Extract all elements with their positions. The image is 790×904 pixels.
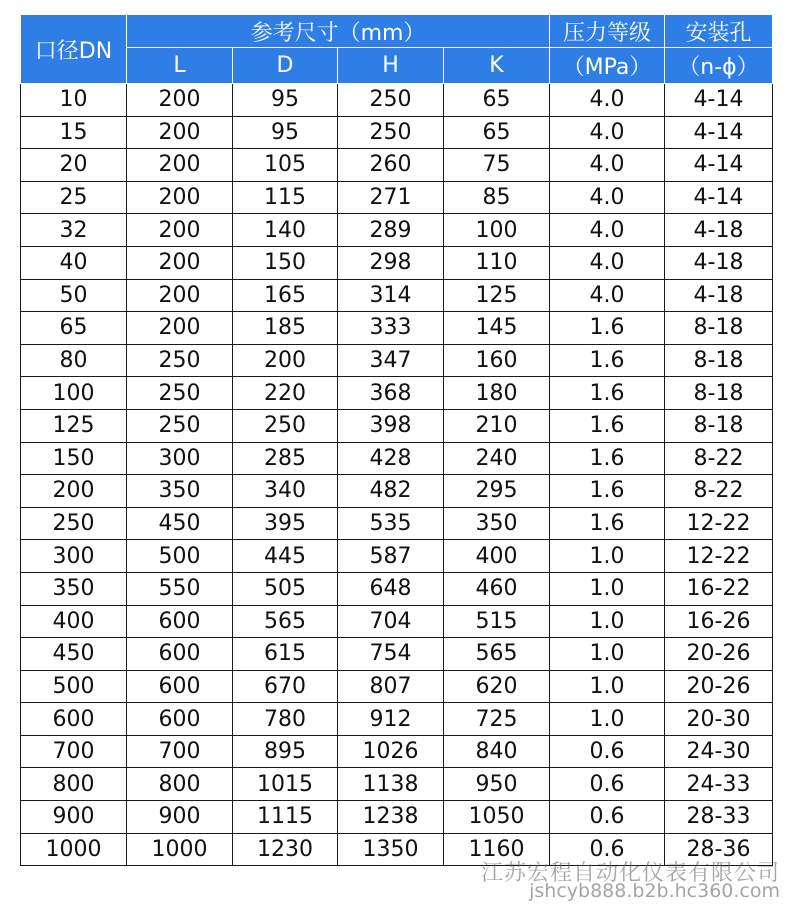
table-cell: 115 <box>233 181 338 214</box>
table-cell: 4-18 <box>665 214 773 247</box>
table-cell: 220 <box>233 377 338 410</box>
table-cell: 600 <box>127 703 233 736</box>
table-cell: 1.6 <box>550 377 665 410</box>
table-cell: 185 <box>233 312 338 345</box>
table-cell: 0.6 <box>550 833 665 866</box>
table-cell: 912 <box>338 703 444 736</box>
table-row <box>21 377 773 410</box>
table-cell: 4.0 <box>550 84 665 117</box>
table-cell: 200 <box>127 312 233 345</box>
table-cell: 250 <box>338 84 444 117</box>
table-cell: 445 <box>233 540 338 573</box>
table-cell: 16-26 <box>665 605 773 638</box>
table-cell: 1050 <box>444 801 550 834</box>
watermark-company: 江苏宏程自动化仪表有限公司 <box>480 861 780 886</box>
table-cell: 0.6 <box>550 735 665 768</box>
table-cell: 28-33 <box>665 801 773 834</box>
table-row <box>21 116 773 149</box>
table-body <box>21 84 773 866</box>
table-cell: 140 <box>233 214 338 247</box>
table-cell: 260 <box>338 149 444 182</box>
table-cell: 4.0 <box>550 181 665 214</box>
table-cell: 314 <box>338 279 444 312</box>
table-cell: 1.6 <box>550 475 665 508</box>
header-pressure: 压力等级 <box>550 15 665 48</box>
table-cell: 900 <box>127 801 233 834</box>
table-cell: 350 <box>444 507 550 540</box>
table-cell: 20-26 <box>665 670 773 703</box>
table-cell: 0.6 <box>550 768 665 801</box>
table-cell: 368 <box>338 377 444 410</box>
table-cell: 1115 <box>233 801 338 834</box>
table-row <box>21 507 773 540</box>
table-cell: 4.0 <box>550 149 665 182</box>
header-h: H <box>338 48 444 84</box>
table-cell: 271 <box>338 181 444 214</box>
table-row <box>21 703 773 736</box>
table-cell: 125 <box>21 409 127 442</box>
table-cell: 4.0 <box>550 246 665 279</box>
table-cell: 250 <box>127 344 233 377</box>
table-cell: 1.6 <box>550 507 665 540</box>
table-cell: 535 <box>338 507 444 540</box>
table-row <box>21 801 773 834</box>
header-pressure-unit: （MPa） <box>550 48 665 84</box>
table-cell: 754 <box>338 638 444 671</box>
table-cell: 95 <box>233 84 338 117</box>
table-row <box>21 214 773 247</box>
table-cell: 4-18 <box>665 246 773 279</box>
table-cell: 210 <box>444 409 550 442</box>
table-cell: 145 <box>444 312 550 345</box>
table-cell: 300 <box>127 442 233 475</box>
table-cell: 780 <box>233 703 338 736</box>
table-cell: 1.0 <box>550 572 665 605</box>
table-cell: 895 <box>233 735 338 768</box>
table-cell: 160 <box>444 344 550 377</box>
table-row <box>21 181 773 214</box>
table-cell: 298 <box>338 246 444 279</box>
table-cell: 250 <box>127 409 233 442</box>
table-cell: 32 <box>21 214 127 247</box>
table-cell: 24-30 <box>665 735 773 768</box>
table-cell: 4-14 <box>665 181 773 214</box>
table-cell: 700 <box>127 735 233 768</box>
table-cell: 1000 <box>21 833 127 866</box>
table-cell: 4.0 <box>550 116 665 149</box>
table-row <box>21 312 773 345</box>
table-cell: 289 <box>338 214 444 247</box>
table-cell: 125 <box>444 279 550 312</box>
table-row <box>21 344 773 377</box>
table-cell: 450 <box>127 507 233 540</box>
table-cell: 500 <box>21 670 127 703</box>
table-cell: 505 <box>233 572 338 605</box>
table-cell: 398 <box>338 409 444 442</box>
table-cell: 200 <box>21 475 127 508</box>
table-cell: 1.0 <box>550 605 665 638</box>
table-cell: 1160 <box>444 833 550 866</box>
table-cell: 1350 <box>338 833 444 866</box>
table-cell: 515 <box>444 605 550 638</box>
table-cell: 648 <box>338 572 444 605</box>
table-cell: 200 <box>127 149 233 182</box>
table-cell: 250 <box>338 116 444 149</box>
table-cell: 80 <box>21 344 127 377</box>
table-row <box>21 638 773 671</box>
table-cell: 10 <box>21 84 127 117</box>
table-cell: 200 <box>127 84 233 117</box>
table-cell: 600 <box>127 638 233 671</box>
table-cell: 1230 <box>233 833 338 866</box>
table-cell: 1000 <box>127 833 233 866</box>
table-row <box>21 475 773 508</box>
table-cell: 65 <box>444 84 550 117</box>
table-cell: 65 <box>444 116 550 149</box>
table-cell: 500 <box>127 540 233 573</box>
table-header <box>21 15 773 84</box>
table-cell: 8-18 <box>665 409 773 442</box>
table-cell: 587 <box>338 540 444 573</box>
table-cell: 8-18 <box>665 312 773 345</box>
table-cell: 20 <box>21 149 127 182</box>
table-cell: 900 <box>21 801 127 834</box>
table-cell: 200 <box>127 246 233 279</box>
table-cell: 620 <box>444 670 550 703</box>
table-cell: 800 <box>21 768 127 801</box>
table-cell: 600 <box>127 605 233 638</box>
header-holes-unit: （n-ϕ） <box>665 48 773 84</box>
table-cell: 395 <box>233 507 338 540</box>
table-cell: 300 <box>21 540 127 573</box>
table-cell: 200 <box>233 344 338 377</box>
table-cell: 8-18 <box>665 377 773 410</box>
table-cell: 65 <box>21 312 127 345</box>
table-cell: 4-18 <box>665 279 773 312</box>
table-cell: 4-14 <box>665 149 773 182</box>
table-cell: 40 <box>21 246 127 279</box>
table-cell: 1238 <box>338 801 444 834</box>
table-cell: 4.0 <box>550 214 665 247</box>
watermark-site: jshcyb888.b2b.hc360.com <box>529 880 780 902</box>
table-cell: 600 <box>127 670 233 703</box>
table-cell: 250 <box>21 507 127 540</box>
table-cell: 700 <box>21 735 127 768</box>
table-cell: 725 <box>444 703 550 736</box>
table-cell: 100 <box>444 214 550 247</box>
table-cell: 1026 <box>338 735 444 768</box>
table-cell: 840 <box>444 735 550 768</box>
table-cell: 615 <box>233 638 338 671</box>
table-cell: 150 <box>233 246 338 279</box>
table-cell: 1.6 <box>550 409 665 442</box>
table-cell: 105 <box>233 149 338 182</box>
table-cell: 333 <box>338 312 444 345</box>
table-cell: 1.6 <box>550 442 665 475</box>
table-cell: 1.0 <box>550 703 665 736</box>
table-cell: 1.6 <box>550 312 665 345</box>
table-row <box>21 246 773 279</box>
table-row <box>21 572 773 605</box>
table-cell: 250 <box>127 377 233 410</box>
table-cell: 50 <box>21 279 127 312</box>
table-row <box>21 670 773 703</box>
table-cell: 150 <box>21 442 127 475</box>
header-l: L <box>127 48 233 84</box>
table-cell: 75 <box>444 149 550 182</box>
table-cell: 704 <box>338 605 444 638</box>
table-cell: 428 <box>338 442 444 475</box>
table-cell: 12-22 <box>665 540 773 573</box>
header-k: K <box>444 48 550 84</box>
header-ref-size: 参考尺寸（mm） <box>127 15 550 48</box>
table-cell: 807 <box>338 670 444 703</box>
table-cell: 1.6 <box>550 344 665 377</box>
table-cell: 350 <box>21 572 127 605</box>
table-cell: 28-36 <box>665 833 773 866</box>
table-cell: 4.0 <box>550 279 665 312</box>
table-cell: 12-22 <box>665 507 773 540</box>
table-cell: 1.0 <box>550 638 665 671</box>
header-dn: 口径DN <box>21 15 127 84</box>
table-row <box>21 84 773 117</box>
table-cell: 400 <box>444 540 550 573</box>
table-cell: 4-14 <box>665 116 773 149</box>
table-cell: 347 <box>338 344 444 377</box>
table-cell: 295 <box>444 475 550 508</box>
table-cell: 1015 <box>233 768 338 801</box>
table-cell: 250 <box>233 409 338 442</box>
table-cell: 1138 <box>338 768 444 801</box>
table-cell: 200 <box>127 181 233 214</box>
table-cell: 1.0 <box>550 670 665 703</box>
table-cell: 285 <box>233 442 338 475</box>
table-cell: 8-22 <box>665 475 773 508</box>
table-cell: 180 <box>444 377 550 410</box>
table-cell: 25 <box>21 181 127 214</box>
table-cell: 460 <box>444 572 550 605</box>
table-cell: 240 <box>444 442 550 475</box>
table-cell: 600 <box>21 703 127 736</box>
dimension-spec-table <box>20 14 773 866</box>
table-cell: 400 <box>21 605 127 638</box>
table-row <box>21 540 773 573</box>
table-cell: 670 <box>233 670 338 703</box>
header-d: D <box>233 48 338 84</box>
table-cell: 565 <box>444 638 550 671</box>
table-cell: 200 <box>127 279 233 312</box>
table-cell: 110 <box>444 246 550 279</box>
table-row <box>21 442 773 475</box>
table-row <box>21 409 773 442</box>
spec-table-container <box>20 14 772 866</box>
table-row <box>21 149 773 182</box>
table-row <box>21 279 773 312</box>
table-cell: 20-26 <box>665 638 773 671</box>
table-cell: 100 <box>21 377 127 410</box>
header-holes: 安装孔 <box>665 15 773 48</box>
table-cell: 950 <box>444 768 550 801</box>
table-cell: 20-30 <box>665 703 773 736</box>
table-cell: 165 <box>233 279 338 312</box>
table-cell: 200 <box>127 116 233 149</box>
table-cell: 565 <box>233 605 338 638</box>
table-row <box>21 735 773 768</box>
table-cell: 1.0 <box>550 540 665 573</box>
table-cell: 340 <box>233 475 338 508</box>
table-cell: 4-14 <box>665 84 773 117</box>
table-cell: 95 <box>233 116 338 149</box>
table-cell: 0.6 <box>550 801 665 834</box>
table-row <box>21 605 773 638</box>
table-cell: 482 <box>338 475 444 508</box>
table-cell: 8-18 <box>665 344 773 377</box>
table-cell: 8-22 <box>665 442 773 475</box>
table-cell: 550 <box>127 572 233 605</box>
table-cell: 200 <box>127 214 233 247</box>
table-cell: 24-33 <box>665 768 773 801</box>
table-cell: 800 <box>127 768 233 801</box>
table-cell: 15 <box>21 116 127 149</box>
table-cell: 350 <box>127 475 233 508</box>
table-cell: 85 <box>444 181 550 214</box>
table-row <box>21 768 773 801</box>
table-cell: 450 <box>21 638 127 671</box>
table-cell: 16-22 <box>665 572 773 605</box>
